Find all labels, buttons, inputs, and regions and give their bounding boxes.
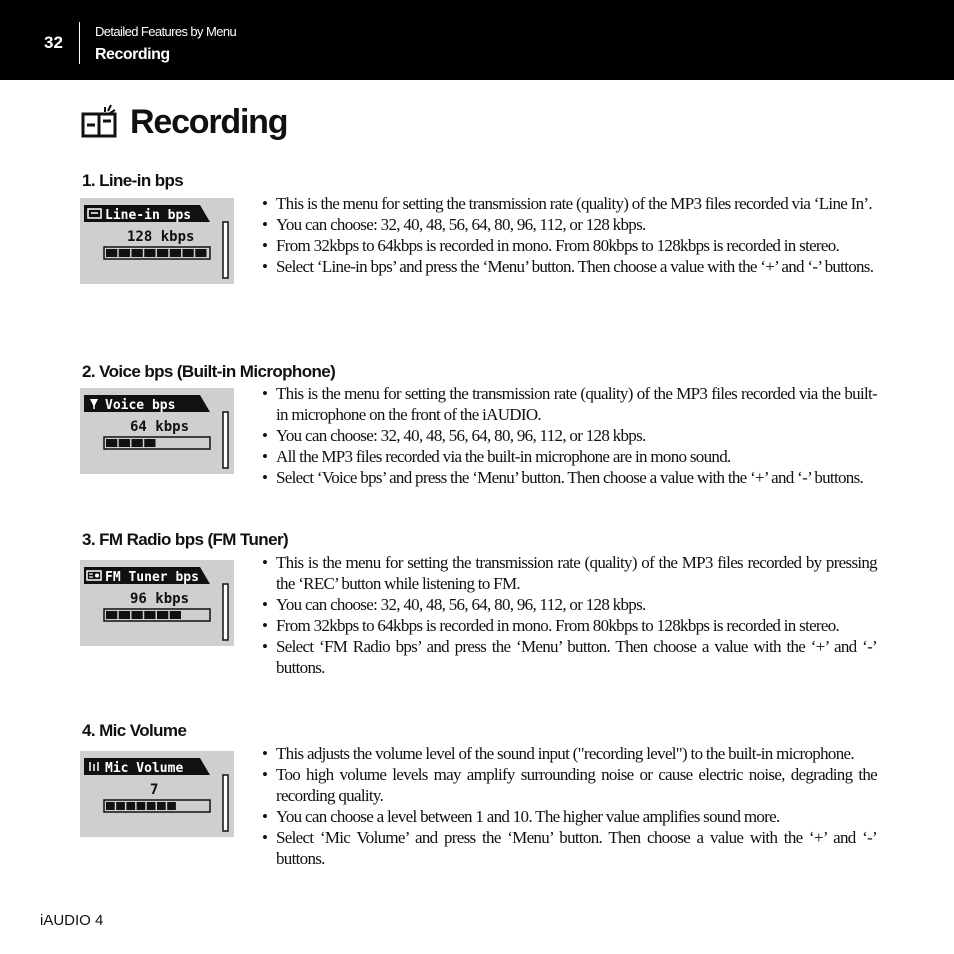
level-segment <box>106 802 115 810</box>
page-number: 32 <box>44 33 63 52</box>
level-segment <box>167 802 176 810</box>
bullet-list-voice <box>262 383 877 488</box>
screen-label: FM Tuner bps <box>105 570 199 585</box>
screen-voice <box>80 388 234 474</box>
footer-product-name: iAUDIO 4 <box>40 912 104 929</box>
level-segment <box>119 439 130 447</box>
level-segment <box>144 439 155 447</box>
level-segment <box>116 802 125 810</box>
list-item: • From 32kbps to 64kbps is recorded in mono. From 80kbps to 128kbps is recorded in stereo. <box>262 615 877 636</box>
level-segment <box>144 249 155 257</box>
level-segment <box>137 802 146 810</box>
level-segment <box>126 802 135 810</box>
list-item: • Too high volume levels may amplify surrounding noise or cause electric noise, degrading the recording quality. <box>262 764 877 806</box>
list-item: • You can choose: 32, 40, 48, 56, 64, 80, 96, 112, or 128 kbps. <box>262 214 877 235</box>
bullet-list-fm-radio <box>262 552 877 678</box>
level-segment <box>132 611 143 619</box>
screen-label: Voice bps <box>105 398 176 413</box>
bullet-list-mic-volume <box>262 743 877 869</box>
level-segment <box>106 611 117 619</box>
list-item: • Select ‘FM Radio bps’ and press the ‘Menu’ button. Then choose a value with the ‘+’ and ‘-’ buttons. <box>262 636 877 678</box>
level-segment <box>132 439 143 447</box>
level-segment <box>119 249 130 257</box>
level-segment <box>147 802 156 810</box>
screen-fm-tuner <box>80 560 234 646</box>
level-segment <box>157 249 168 257</box>
list-item: • This adjusts the volume level of the sound input ("recording level") to the built-in microphone. <box>262 743 877 764</box>
recording-menu-icon <box>81 103 117 139</box>
screen-line-in <box>80 198 234 284</box>
level-segment <box>106 249 117 257</box>
list-item: • This is the menu for setting the transmission rate (quality) of the MP3 files recorded via the built-in microphone on the front of the iAUDIO. <box>262 383 877 425</box>
section-heading-fm-radio: 3. FM Radio bps (FM Tuner) <box>82 530 289 549</box>
screen-value: 128 kbps <box>127 229 195 245</box>
list-item: • All the MP3 files recorded via the built-in microphone are in mono sound. <box>262 446 877 467</box>
section-heading-voice: 2. Voice bps (Built-in Microphone) <box>82 362 336 381</box>
bullet-list-line-in <box>262 193 877 277</box>
list-item: • You can choose: 32, 40, 48, 56, 64, 80, 96, 112, or 128 kbps. <box>262 425 877 446</box>
header-divider <box>79 22 80 64</box>
screen-mic-volume <box>80 751 234 837</box>
level-segment <box>157 802 166 810</box>
level-segment <box>106 439 117 447</box>
screen-value: 7 <box>150 782 159 798</box>
header-bar <box>0 0 954 80</box>
level-segment <box>157 611 168 619</box>
screen-value: 64 kbps <box>130 419 190 435</box>
list-item: • Select ‘Mic Volume’ and press the ‘Menu’ button. Then choose a value with the ‘+’ and ‘-’ buttons. <box>262 827 877 869</box>
list-item: • Select ‘Voice bps’ and press the ‘Menu’ button. Then choose a value with the ‘+’ and ‘-’ buttons. <box>262 467 877 488</box>
screen-label: Mic Volume <box>105 761 184 776</box>
section-heading-mic-volume: 4. Mic Volume <box>82 721 187 740</box>
screen-value: 96 kbps <box>130 591 190 607</box>
breadcrumb-chapter: Detailed Features by Menu <box>95 24 237 39</box>
page-title: Recording <box>130 103 288 141</box>
level-segment <box>144 611 155 619</box>
level-segment <box>183 249 194 257</box>
list-item: • You can choose: 32, 40, 48, 56, 64, 80, 96, 112, or 128 kbps. <box>262 594 877 615</box>
level-segment <box>195 249 206 257</box>
level-segment <box>170 249 181 257</box>
screen-label: Line-in bps <box>105 208 192 223</box>
level-segment <box>132 249 143 257</box>
list-item: • From 32kbps to 64kbps is recorded in mono. From 80kbps to 128kbps is recorded in stereo. <box>262 235 877 256</box>
section-heading-line-in: 1. Line-in bps <box>82 171 184 190</box>
level-segment <box>119 611 130 619</box>
list-item: • Select ‘Line-in bps’ and press the ‘Menu’ button. Then choose a value with the ‘+’ and ‘-’ buttons. <box>262 256 877 277</box>
list-item: • You can choose a level between 1 and 10. The higher value amplifies sound more. <box>262 806 877 827</box>
level-segment <box>170 611 181 619</box>
list-item: • This is the menu for setting the transmission rate (quality) of the MP3 files recorded by pressing the ‘REC’ button while listening to FM. <box>262 552 877 594</box>
breadcrumb-section: Recording <box>95 46 170 63</box>
list-item: • This is the menu for setting the transmission rate (quality) of the MP3 files recorded via ‘Line In’. <box>262 193 877 214</box>
